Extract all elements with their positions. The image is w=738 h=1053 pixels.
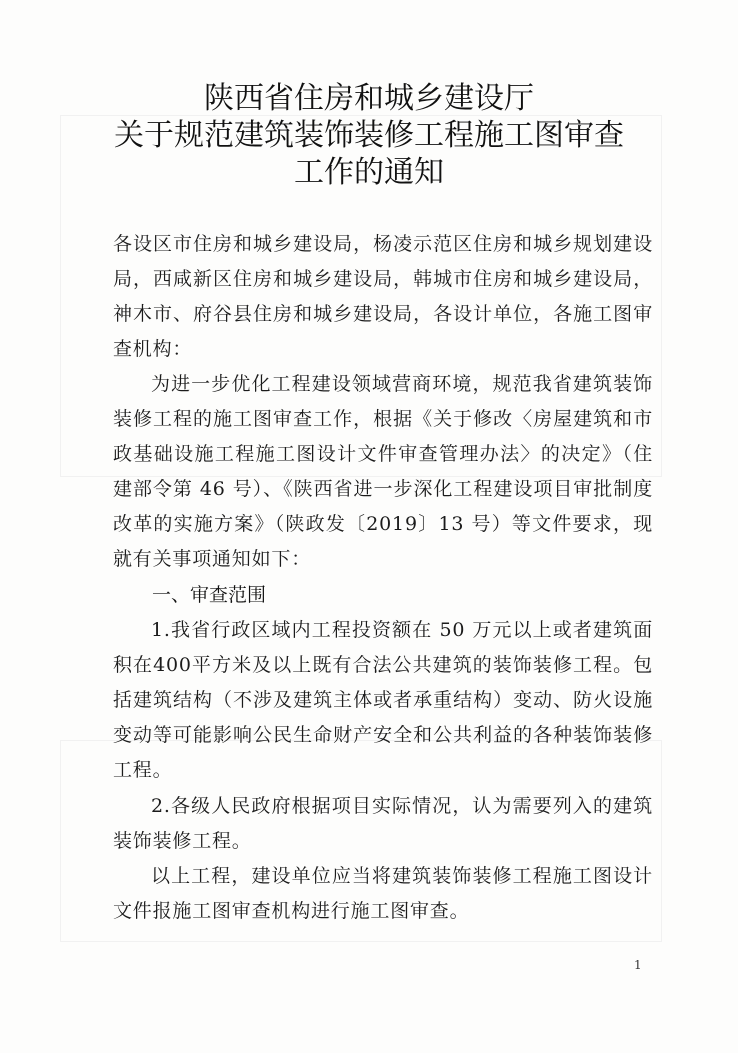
intro-paragraph: 为进一步优化工程建设领域营商环境，规范我省建筑装饰装修工程的施工图审查工作，根据《关于修改〈房屋建筑和市政基础设施工程施工图设计文件审查管理办法〉的决定》（住建部令第 46 号）、《陕西省进一步深化工程建设项目审批制度改革的实施方案》（陕政发〔2019〕13 号）等文件要求，现就有关事项通知如下： bbox=[113, 373, 653, 570]
closing-paragraph: 以上工程，建设单位应当将建筑装饰装修工程施工图设计文件报施工图审查机构进行施工图审查。 bbox=[113, 865, 653, 922]
title-line-2: 关于规范建筑装饰装修工程施工图审查 bbox=[114, 118, 624, 153]
item-2-paragraph: 2.各级人民政府根据项目实际情况，认为需要列入的建筑装饰装修工程。 bbox=[113, 795, 653, 852]
title-line-3: 工作的通知 bbox=[294, 155, 444, 190]
addressees-paragraph: 各设区市住房和城乡建设局，杨凌示范区住房和城乡规划建设局，西咸新区住房和城乡建设局，韩城市住房和城乡建设局，神木市、府谷县住房和城乡建设局，各设计单位，各施工图审查机构： bbox=[113, 233, 653, 360]
page-number: 1 bbox=[634, 958, 642, 972]
title-line-1: 陕西省住房和城乡建设厅 bbox=[204, 81, 534, 116]
item-1-paragraph: 1.我省行政区域内工程投资额在 50 万元以上或者建筑面积在400平方米及以上既有合法公共建筑的装饰装修工程。包括建筑结构（不涉及建筑主体或者承重结构）变动、防火设施变动等可能影响公民生命财产安全和公共利益的各种装饰装修工程。 bbox=[113, 619, 653, 781]
section-heading: 一、审查范围 bbox=[152, 584, 267, 606]
